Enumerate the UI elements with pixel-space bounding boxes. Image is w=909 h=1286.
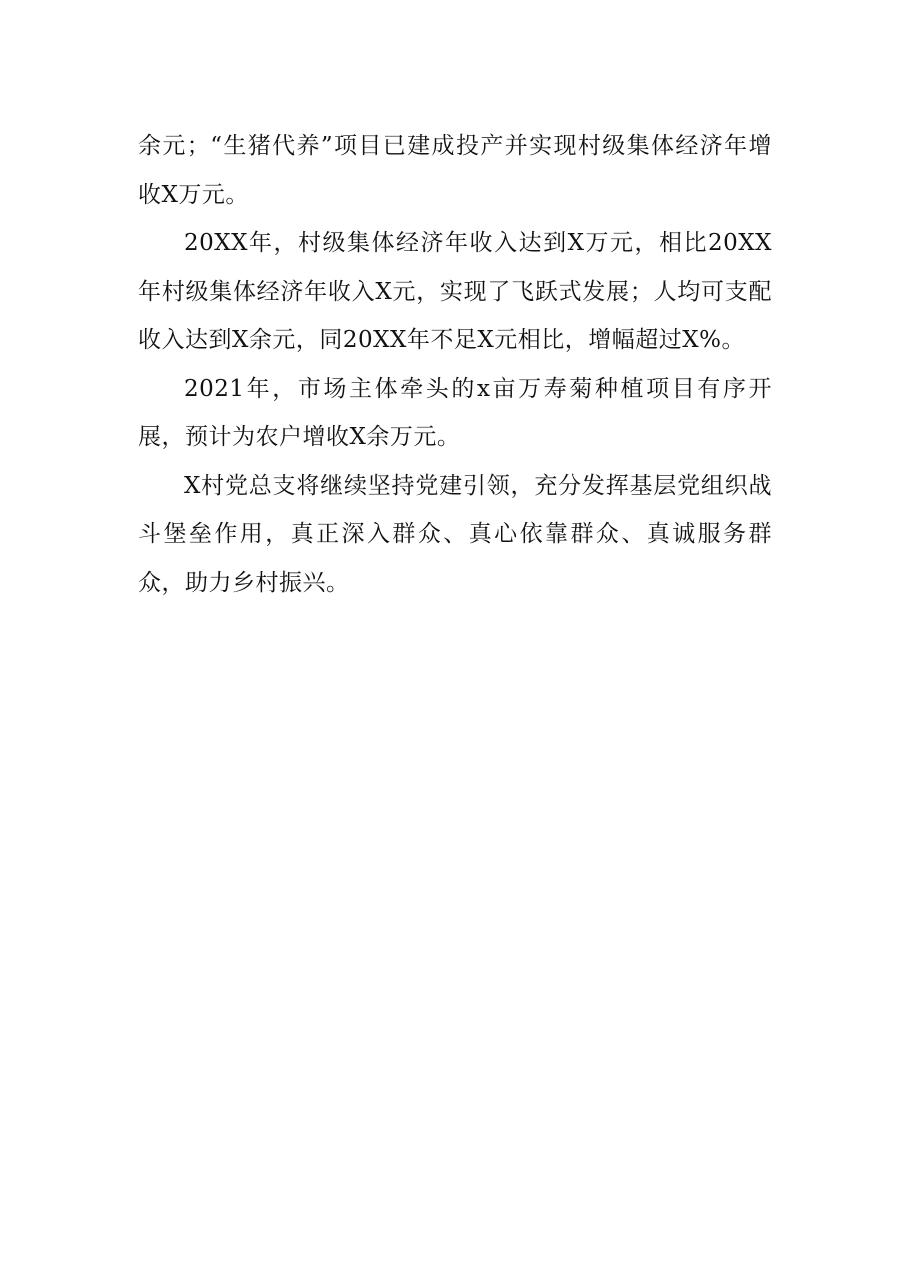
paragraph-marigold-project: 2021年，市场主体牵头的x亩万寿菊种植项目有序开展，预计为农户增收X余万元。 bbox=[138, 375, 772, 450]
paragraph-party-leadership: X村党总支将继续坚持党建引领，充分发挥基层党组织战斗堡垒作用，真正深入群众、真心依靠群众、真诚服务群众，助力乡村振兴。 bbox=[138, 472, 772, 596]
paragraph-economy-income: 20XX年，村级集体经济年收入达到X万元，相比20XX年村级集体经济年收入X元，实现了飞跃式发展；人均可支配收入达到X余元，同20XX年不足X元相比，增幅超过X%。 bbox=[138, 230, 772, 353]
paragraph-continuation: 余元；“生猪代养”项目已建成投产并实现村级集体经济年增收X万元。 bbox=[138, 133, 772, 208]
document-body bbox=[138, 122, 772, 607]
